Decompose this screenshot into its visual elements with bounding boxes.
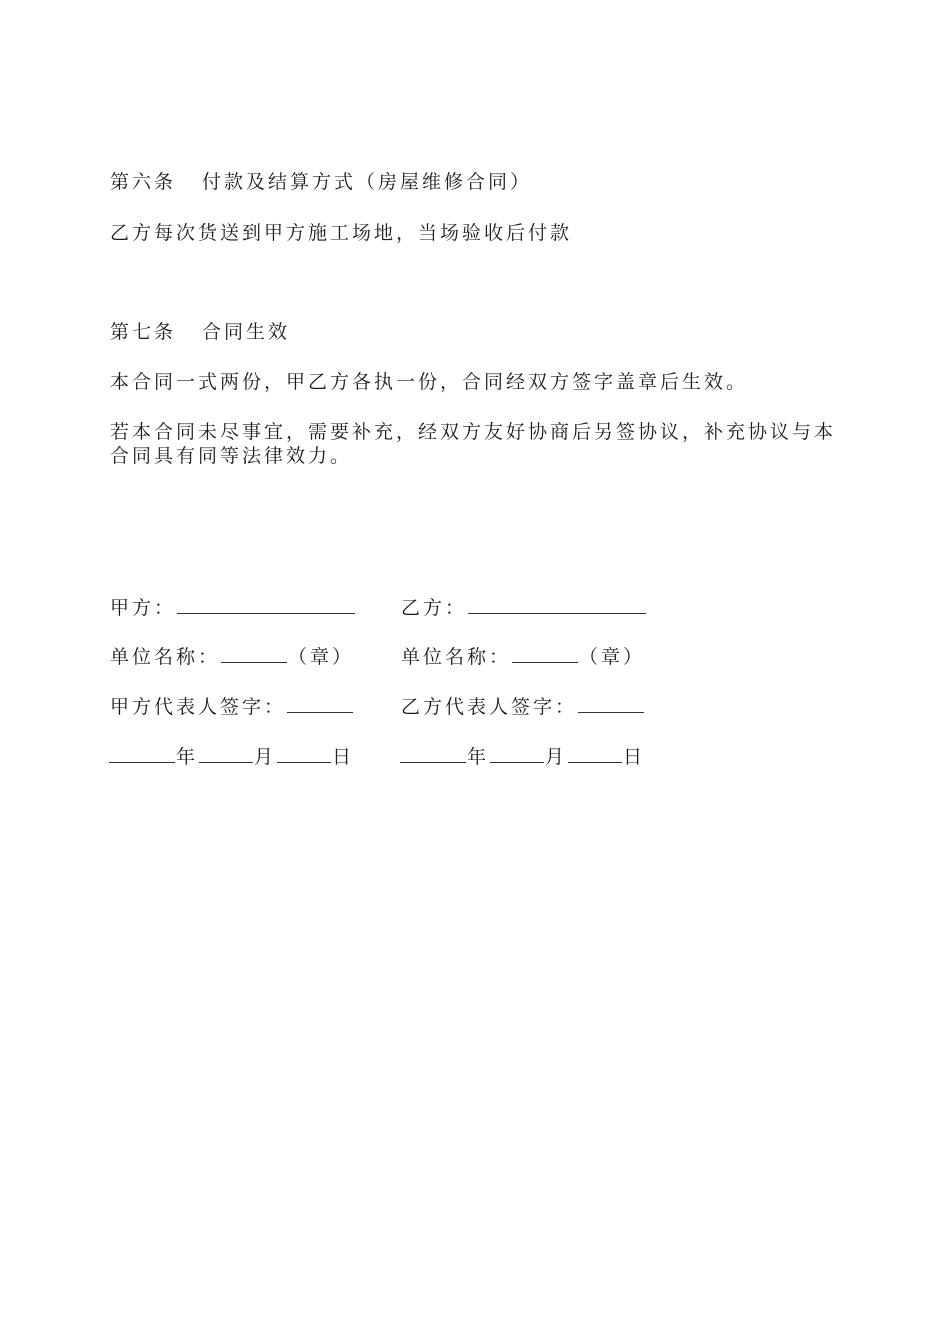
party-a-rep-label: 甲方代表人签字： xyxy=(110,696,287,718)
party-b-day-label: 日 xyxy=(623,746,646,768)
party-b-name-row xyxy=(401,594,647,620)
party-b-month-label: 月 xyxy=(545,746,568,768)
party-b-unit-blank[interactable] xyxy=(512,643,578,663)
party-a-year-blank[interactable] xyxy=(109,743,175,763)
article-6-heading xyxy=(110,170,532,194)
party-b-label: 乙方： xyxy=(401,597,468,619)
party-b-year-label: 年 xyxy=(467,746,490,768)
party-b-month-blank[interactable] xyxy=(490,743,544,763)
party-a-year-label: 年 xyxy=(176,746,199,768)
party-a-month-label: 月 xyxy=(254,746,277,768)
article-7-title: 合同生效 xyxy=(202,321,291,343)
party-a-day-blank[interactable] xyxy=(277,743,331,763)
party-b-seal-label: （章） xyxy=(579,646,646,668)
party-a-month-blank[interactable] xyxy=(199,743,253,763)
party-a-name-blank[interactable] xyxy=(177,594,355,614)
party-b-name-blank[interactable] xyxy=(468,594,646,614)
party-a-rep-row xyxy=(110,693,354,719)
party-b-day-blank[interactable] xyxy=(568,743,622,763)
party-a-label: 甲方： xyxy=(110,597,177,619)
article-6-body: 乙方每次货送到甲方施工场地，当场验收后付款 xyxy=(110,222,573,244)
party-a-unit-label: 单位名称： xyxy=(110,646,221,668)
article-6-number: 第六条 xyxy=(110,171,177,193)
party-a-unit-row xyxy=(110,643,354,669)
party-a-unit-blank[interactable] xyxy=(221,643,287,663)
article-7-paragraph-2: 若本合同未尽事宜，需要补充，经双方友好协商后另签协议，补充协议与本合同具有同等法律效力。 xyxy=(110,421,837,467)
party-b-unit-label: 单位名称： xyxy=(401,646,512,668)
party-b-date-row xyxy=(399,743,645,769)
party-a-day-label: 日 xyxy=(332,746,355,768)
party-b-unit-row xyxy=(401,643,645,669)
article-7-number: 第七条 xyxy=(110,321,177,343)
article-7-paragraph-1: 本合同一式两份，甲乙方各执一份，合同经双方签字盖章后生效。 xyxy=(110,371,749,393)
article-7-heading xyxy=(110,320,290,344)
party-b-rep-label: 乙方代表人签字： xyxy=(401,696,578,718)
party-b-rep-row xyxy=(401,693,645,719)
party-a-name-row xyxy=(110,594,356,620)
party-a-seal-label: （章） xyxy=(288,646,355,668)
party-a-rep-blank[interactable] xyxy=(287,693,353,713)
party-a-date-row xyxy=(108,743,354,769)
article-6-title: 付款及结算方式（房屋维修合同） xyxy=(202,171,533,193)
party-b-rep-blank[interactable] xyxy=(578,693,644,713)
party-b-year-blank[interactable] xyxy=(400,743,466,763)
